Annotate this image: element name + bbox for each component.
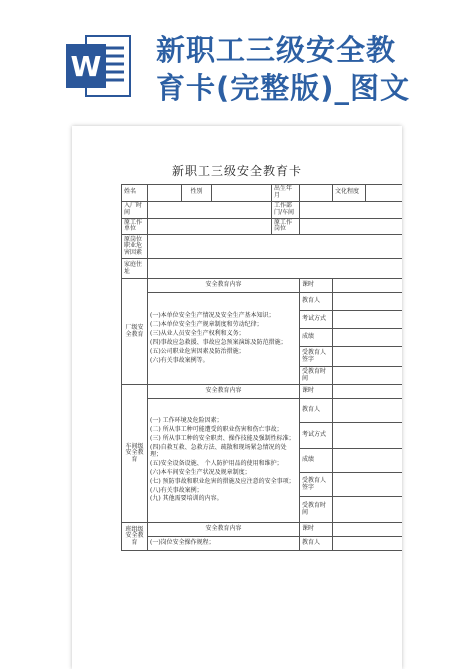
birth-label: 出生年月 bbox=[272, 185, 300, 202]
list-item: (三)从业人员安全生产权利和义务； bbox=[150, 329, 245, 337]
dept-value bbox=[300, 201, 403, 218]
education-card-table bbox=[121, 184, 402, 551]
name-value bbox=[148, 185, 182, 202]
factory-side-value bbox=[333, 311, 403, 329]
orig-post-label: 原工作岗位 bbox=[272, 218, 300, 235]
education-label: 文化程度 bbox=[333, 185, 366, 202]
factory-side-value bbox=[333, 329, 403, 347]
team-side-label: 课时 bbox=[300, 523, 333, 537]
list-item: (二)本单位安全生产规章制度和劳动纪律； bbox=[150, 321, 263, 329]
orig-unit-value bbox=[148, 218, 272, 235]
dept-label: 工作部门/车间 bbox=[272, 201, 300, 218]
workshop-level-label: 车间级安全教育 bbox=[122, 385, 148, 523]
factory-side-label: 受教育时间 bbox=[300, 367, 333, 385]
document-title: 新职工三级安全教育卡 bbox=[171, 164, 302, 178]
list-item: (四)自救互救、急救方法、疏散和现场紧急情况的处理； bbox=[150, 444, 287, 458]
factory-level-label: 厂级安全教育 bbox=[122, 279, 148, 385]
list-item: (六)本车间安全生产状况及规章制度； bbox=[150, 468, 251, 476]
svg-text:W: W bbox=[70, 50, 102, 83]
factory-side-label: 教育人 bbox=[300, 293, 333, 311]
workshop-side-label: 成绩 bbox=[300, 449, 333, 473]
workshop-items bbox=[148, 399, 300, 523]
factory-side-label: 课时 bbox=[300, 279, 333, 293]
entry-time-label: 入厂时间 bbox=[122, 201, 148, 218]
orig-unit-label: 原工作单位 bbox=[122, 218, 148, 235]
workshop-side-value bbox=[333, 385, 403, 399]
list-item: (一)岗位安全操作规程； bbox=[150, 539, 215, 547]
factory-content-header: 安全教育内容 bbox=[148, 279, 300, 293]
workshop-side-value bbox=[333, 399, 403, 423]
factory-side-label: 考试方式 bbox=[300, 311, 333, 329]
workshop-side-value bbox=[333, 423, 403, 449]
workshop-side-value bbox=[333, 473, 403, 497]
post-hazard-value bbox=[148, 235, 403, 259]
list-item: (七) 预防事故和职业危害的措施及应注意的安全事项； bbox=[150, 477, 295, 485]
list-item: (四)事故应急救援、事故应急预案演练及防范措施； bbox=[150, 338, 287, 346]
gender-value bbox=[212, 185, 272, 202]
factory-side-label: 成绩 bbox=[300, 329, 333, 347]
factory-side-value bbox=[333, 293, 403, 311]
page-title-line-1: 新职工三级安全教 bbox=[156, 33, 397, 67]
list-item: (六)有关事故案例等。 bbox=[150, 356, 209, 364]
workshop-side-label: 受教育人签字 bbox=[300, 473, 333, 497]
team-level-label: 班组级安全教育 bbox=[122, 523, 148, 551]
list-item: (一) 工作环境及危险因素； bbox=[150, 417, 223, 425]
factory-side-label: 受教育人签字 bbox=[300, 347, 333, 367]
team-items bbox=[148, 537, 300, 551]
team-side-label: 教育人 bbox=[300, 537, 333, 551]
workshop-side-value bbox=[333, 449, 403, 473]
list-item: (九) 其他需要培训的内容。 bbox=[150, 495, 223, 503]
address-label: 家庭住址 bbox=[122, 259, 148, 279]
list-item: (二) 所从事工种可能遭受的职业伤害和伤亡事故； bbox=[150, 426, 283, 434]
workshop-content-header: 安全教育内容 bbox=[148, 385, 300, 399]
list-item: (一)本单位安全生产情况及安全生产基本知识； bbox=[150, 312, 275, 320]
factory-side-value bbox=[333, 347, 403, 367]
team-side-value bbox=[333, 523, 403, 537]
list-item: (五)公司职业危害因素及防治措施； bbox=[150, 347, 245, 355]
word-document-icon bbox=[64, 34, 134, 98]
post-hazard-label: 原岗位职业危害因素 bbox=[122, 235, 148, 259]
list-item: (三) 所从事工种的安全职责、操作技能及强制性标准； bbox=[150, 435, 295, 443]
workshop-side-label: 考试方式 bbox=[300, 423, 333, 449]
team-side-value bbox=[333, 537, 403, 551]
list-item: (五)安全设备设施、 个人防护用品的使用和维护； bbox=[150, 459, 283, 467]
page-title-line-2: 育卡(完整版)_图文 bbox=[156, 71, 411, 105]
page-header bbox=[0, 0, 474, 118]
team-content-header: 安全教育内容 bbox=[148, 523, 300, 537]
address-value bbox=[148, 259, 403, 279]
workshop-side-value bbox=[333, 497, 403, 523]
factory-side-value bbox=[333, 279, 403, 293]
workshop-side-label: 受教育时间 bbox=[300, 497, 333, 523]
list-item: (八)有关事故案例； bbox=[150, 486, 203, 494]
orig-post-value bbox=[300, 218, 403, 235]
name-label: 姓名 bbox=[122, 185, 148, 202]
birth-value bbox=[300, 185, 333, 202]
entry-time-value bbox=[148, 201, 272, 218]
factory-items bbox=[148, 293, 300, 385]
gender-label: 性别 bbox=[182, 185, 212, 202]
education-value bbox=[366, 185, 403, 202]
factory-side-value bbox=[333, 367, 403, 385]
workshop-side-label: 教育人 bbox=[300, 399, 333, 423]
document-page bbox=[72, 126, 402, 669]
workshop-side-label: 课时 bbox=[300, 385, 333, 399]
